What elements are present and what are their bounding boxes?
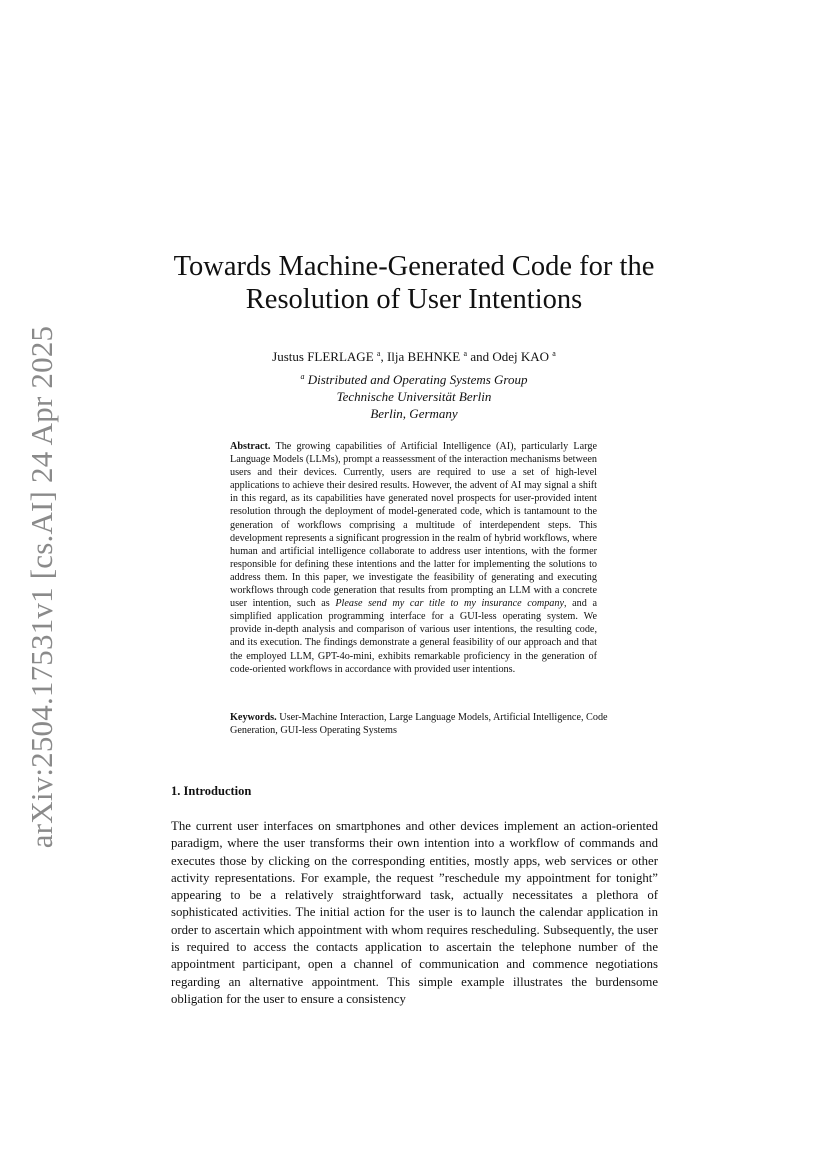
abstract-text: The growing capabilities of Artificial Intelligence (AI), particularly Large Language Models (LLMs), prompt a reassessment of the interaction mechanisms between users and their devices. Currently, users are required to use a set of high-level applications to achieve their desired results. However, the advent of AI may signal a shift in this regard, as its capabilities have generated novel prospects for user-provided intent resolution through the deployment of model-generated code, which is tantamount to the generation of workflows comprising a multitude of interdependent steps. This development represents a significant progression in the realm of hybrid workflows, where human and artificial intelligence collaborate to address user intentions, with the former responsible for defining these intentions and the latter for implementing the solutions to address them. In this paper, we investigate the feasibility of generating and executing workflows through code generation that results from prompting an LLM with a concrete user intention, such as xyxy=(230,441,597,610)
abstract xyxy=(230,440,597,676)
affiliation-group xyxy=(150,368,678,388)
affiliation-mark: a xyxy=(300,372,305,381)
title-line-1: Towards Machine-Generated Code for the xyxy=(173,251,655,282)
affiliation-location: Berlin, Germany xyxy=(370,406,458,421)
author-separator: , xyxy=(380,349,387,364)
author-separator: and xyxy=(467,349,493,364)
author-name: Odej KAO xyxy=(492,349,550,364)
author-affiliation-mark: a xyxy=(376,349,381,358)
arxiv-sidebar xyxy=(20,325,64,849)
introduction-paragraph: The current user interfaces on smartphones and other devices implement an action-oriented paradigm, where the user transforms their own intention into a workflow of commands and executes those by clicking on the corresponding entities, mostly apps, web services or other activity representations. For example, the request ”reschedule my appointment for tonight” appearing to be a relatively straightforward task, actually necessitates a plethora of sophisticated activities. The initial action for the user is to launch the calendar application in order to ascertain which appointment with whom requires rescheduling. Subsequently, the user is required to access the contacts application to ascertain the telephone number of the appointment participant, open a channel of communication and commence negotiations regarding an alternative appointment. This simple example illustrates the burdensome obligation for the user to ensure a consistency xyxy=(171,819,658,1006)
keywords-label: Keywords. xyxy=(230,712,277,723)
author-name: Ilja BEHNKE xyxy=(386,349,461,364)
keywords-text: User-Machine Interaction, Large Language Models, Artificial Intelligence, Code Generation, GUI-less Operating Systems xyxy=(230,712,608,737)
author-name: Justus FLERLAGE xyxy=(272,349,374,364)
arxiv-identifier: arXiv:2504.17531v1 [cs.AI] 24 Apr 2025 xyxy=(24,325,59,849)
affiliation-block xyxy=(150,368,678,422)
section-heading-introduction: 1. Introduction xyxy=(171,784,252,798)
author-affiliation-mark: a xyxy=(463,349,468,358)
paper-title xyxy=(150,250,678,316)
abstract-label: Abstract. xyxy=(230,441,271,452)
author-affiliation-mark: a xyxy=(552,349,556,358)
affiliation-university: Technische Universität Berlin xyxy=(336,389,492,404)
keywords xyxy=(230,711,615,737)
affiliation-group-name: Distributed and Operating Systems Group xyxy=(307,372,528,387)
author-list xyxy=(150,346,678,365)
abstract-text-continued: , and a simplified application programming interface for a GUI-less operating system. We provide in-depth analysis and comparison of various user intentions, the resulting code, and its execution. The findings demonstrate a general feasibility of our approach and that the employed LLM, GPT-4o-mini, exhibits remarkable proficiency in the generation of code-oriented workflows in accordance with provided user intentions. xyxy=(230,598,597,675)
abstract-example-intention: Please send my car title to my insurance company xyxy=(335,598,565,610)
title-line-2: Resolution of User Intentions xyxy=(245,284,583,315)
